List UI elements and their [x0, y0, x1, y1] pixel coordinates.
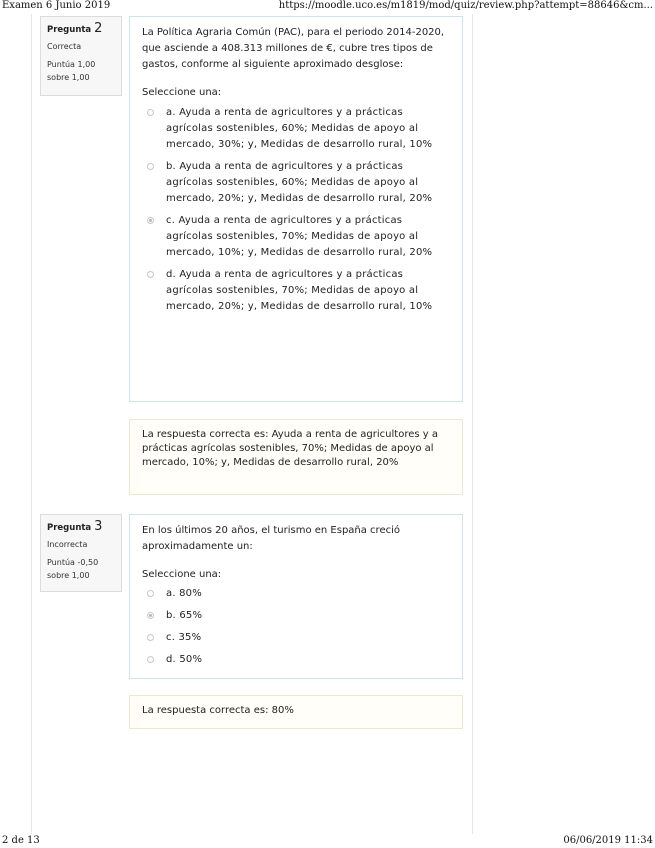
- question-text: La Política Agraria Común (PAC), para el periodo 2014-2020, que asciende a 408.313 millones de €, cubre tres tipos de gastos, conforme al siguiente aproximado desglose:: [142, 27, 445, 70]
- answer-label: a. 80%: [166, 588, 202, 599]
- answer-label: b. Ayuda a renta de agricultores y a prácticas agrícolas sostenibles, 60%; Medidas de apoyo al mercado, 20%; y, Medidas de desarrollo rural, 20%: [166, 161, 433, 204]
- right-divider: [472, 14, 473, 834]
- question-info-2: [40, 16, 122, 96]
- question-content-2: [129, 16, 463, 402]
- answer-label: d. Ayuda a renta de agricultores y a prácticas agrícolas sostenibles, 70%; Medidas de apoyo al mercado, 20%; y, Medidas de desarrollo rural, 10%: [166, 269, 433, 312]
- radio-button[interactable]: [147, 163, 154, 170]
- answer-label: d. 50%: [166, 654, 203, 665]
- radio-button[interactable]: [147, 271, 154, 278]
- answer-option-d[interactable]: [142, 267, 450, 315]
- question-grade: Puntúa 1,00 sobre 1,00: [47, 60, 96, 82]
- answer-label: c. Ayuda a renta de agricultores y a prácticas agrícolas sostenibles, 70%; Medidas de apoyo al mercado, 10%; y, Medidas de desarrollo rural, 20%: [166, 215, 433, 258]
- question-state: Correcta: [47, 42, 82, 51]
- answer-prompt: Seleccione una:: [142, 569, 222, 580]
- answer-prompt: Seleccione una:: [142, 87, 222, 98]
- question-grade: Puntúa -0,50 sobre 1,00: [47, 558, 99, 580]
- question-content-3: [129, 514, 463, 679]
- radio-button-selected[interactable]: [147, 217, 154, 224]
- question-number: Pregunta 3: [47, 519, 103, 534]
- radio-button[interactable]: [147, 656, 154, 663]
- question-number: Pregunta 2: [47, 21, 103, 36]
- feedback-box-3: [129, 695, 463, 729]
- answer-option-b[interactable]: [142, 608, 450, 624]
- print-header: [0, 0, 655, 11]
- answer-option-c[interactable]: [142, 630, 450, 646]
- answer-option-a[interactable]: [142, 105, 450, 153]
- question-info-3: [40, 514, 122, 592]
- print-header-url: https://moodle.uco.es/m1819/mod/quiz/review.php?attempt=88646&cm...: [278, 0, 653, 11]
- answer-option-c[interactable]: [142, 213, 450, 261]
- answer-option-b[interactable]: [142, 159, 450, 207]
- radio-button-selected[interactable]: [147, 612, 154, 619]
- answer-option-a[interactable]: [142, 586, 450, 602]
- right-answer-text: La respuesta correcta es: Ayuda a renta de agricultores y a prácticas agrícolas sostenibles, 70%; Medidas de apoyo al mercado, 10%; y, Medidas de desarrollo rural, 20%: [142, 429, 438, 468]
- radio-button[interactable]: [147, 634, 154, 641]
- print-datetime: 06/06/2019 11:34: [563, 835, 653, 846]
- answer-label: a. Ayuda a renta de agricultores y a prácticas agrícolas sostenibles, 60%; Medidas de apoyo al mercado, 30%; y, Medidas de desarrollo rural, 10%: [166, 107, 433, 150]
- right-answer-text: La respuesta correcta es: 80%: [142, 705, 294, 716]
- question-state: Incorrecta: [47, 540, 88, 549]
- radio-button[interactable]: [147, 590, 154, 597]
- question-text: En los últimos 20 años, el turismo en España creció aproximadamente un:: [142, 525, 400, 552]
- page-counter: 2 de 13: [2, 835, 40, 846]
- answer-label: c. 35%: [166, 632, 202, 643]
- print-header-title: Examen 6 Junio 2019: [2, 0, 111, 11]
- print-footer: [0, 835, 655, 846]
- feedback-box-2: [129, 419, 463, 495]
- answer-label: b. 65%: [166, 610, 203, 621]
- answer-option-d[interactable]: [142, 652, 450, 668]
- left-divider: [31, 14, 32, 834]
- radio-button[interactable]: [147, 109, 154, 116]
